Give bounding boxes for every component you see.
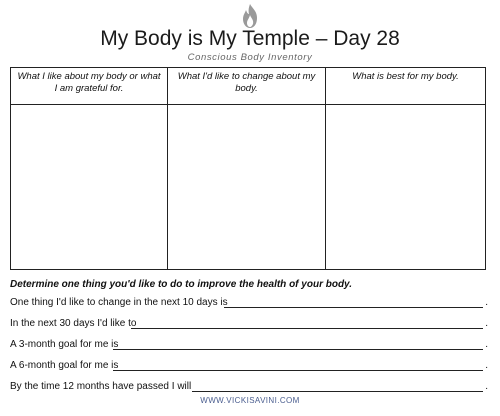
inventory-table	[10, 67, 486, 270]
column-best[interactable]	[326, 68, 485, 269]
line-end: .	[485, 381, 488, 392]
page-title: My Body is My Temple – Day 28	[100, 27, 400, 50]
goal-label-12-months: By the time 12 months have passed I will	[10, 381, 192, 392]
column-header-best: What is best for my body.	[352, 71, 459, 82]
footer-link[interactable]: WWW.VICKISAVINI.COM	[200, 396, 300, 405]
answer-blank[interactable]	[192, 391, 483, 392]
column-header-grateful: What I like about my body or what I am grateful for.	[17, 71, 161, 94]
goal-label-6-month: A 6-month goal for me is	[10, 360, 119, 371]
goal-line-12-months[interactable]	[10, 381, 488, 393]
line-end: .	[485, 360, 488, 371]
answer-blank[interactable]	[113, 370, 483, 371]
goal-line-3-month[interactable]	[10, 339, 488, 351]
page-subtitle: Conscious Body Inventory	[187, 52, 313, 63]
goal-label-3-month: A 3-month goal for me is	[10, 339, 119, 350]
goal-line-30-days[interactable]	[10, 318, 488, 330]
answer-blank[interactable]	[113, 349, 483, 350]
column-grateful[interactable]	[11, 68, 168, 269]
answer-blank[interactable]	[131, 328, 483, 329]
goal-line-10-days[interactable]	[10, 297, 488, 309]
goal-label-30-days: In the next 30 days I'd like to	[10, 318, 137, 329]
line-end: .	[485, 339, 488, 350]
column-change[interactable]	[168, 68, 326, 269]
column-header-change: What I'd like to change about my body.	[177, 71, 316, 94]
goal-line-6-month[interactable]	[10, 360, 488, 372]
answer-blank[interactable]	[224, 307, 483, 308]
line-end: .	[485, 297, 488, 308]
header-divider	[11, 104, 485, 105]
prompt-text: Determine one thing you'd like to do to improve the health of your body.	[10, 279, 353, 290]
goal-label-10-days: One thing I'd like to change in the next 10 days is	[10, 297, 228, 308]
line-end: .	[485, 318, 488, 329]
